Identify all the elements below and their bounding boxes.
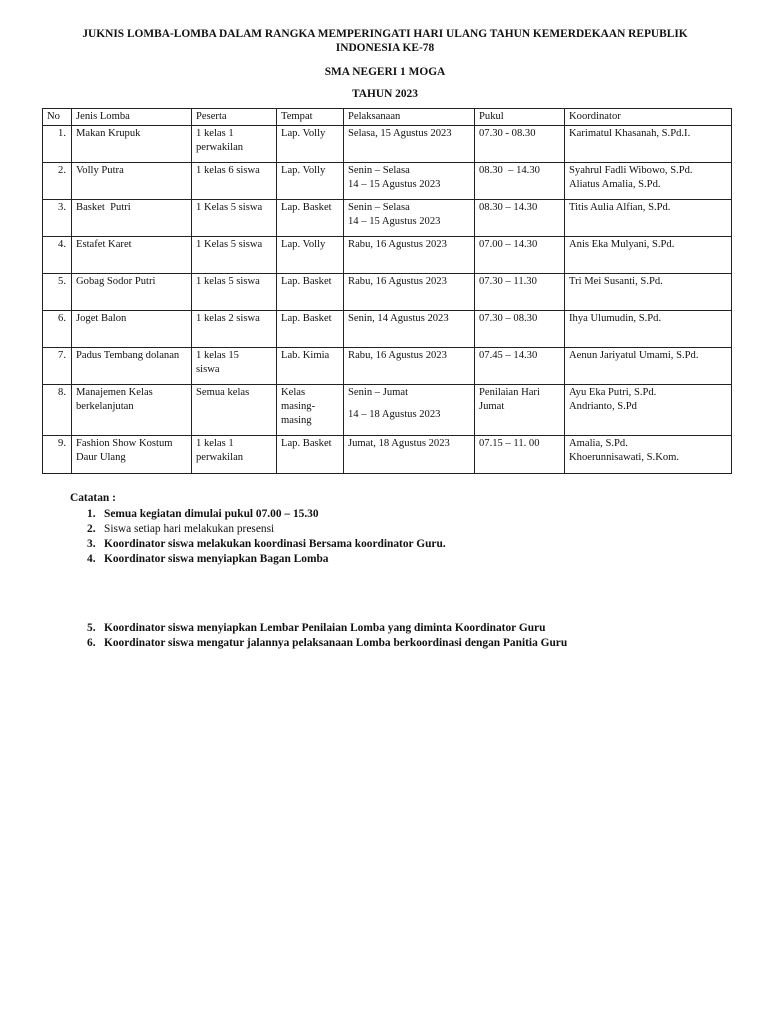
header-pelaksanaan: Pelaksanaan (344, 109, 475, 126)
row-lomba: Volly Putra (72, 163, 192, 200)
row-koordinator: Ayu Eka Putri, S.Pd. Andrianto, S.Pd (565, 385, 732, 436)
row-pukul: 07.15 – 11. 00 (475, 436, 565, 474)
row-peserta: 1 kelas 1 perwakilan (192, 436, 277, 474)
header-peserta: Peserta (192, 109, 277, 126)
row-pukul: Penilaian Hari Jumat (475, 385, 565, 436)
row-koordinator: Anis Eka Mulyani, S.Pd. (565, 237, 732, 274)
row-tempat: Lap. Basket (277, 436, 344, 474)
table-row (43, 436, 732, 474)
notes-label: Catatan : (70, 492, 116, 504)
row-lomba: Estafet Karet (72, 237, 192, 274)
row-pukul: 08.30 – 14.30 (475, 200, 565, 237)
row-peserta: 1 Kelas 5 siswa (192, 237, 277, 274)
row-koordinator: Amalia, S.Pd. Khoerunnisawati, S.Kom. (565, 436, 732, 474)
table-row (43, 163, 732, 200)
row-pelaksanaan: Rabu, 16 Agustus 2023 (344, 274, 475, 311)
table-row (43, 348, 732, 385)
row-koordinator: Tri Mei Susanti, S.Pd. (565, 274, 732, 311)
row-pelaksanaan: Rabu, 16 Agustus 2023 (344, 348, 475, 385)
document-title (40, 27, 730, 55)
row-pukul: 07.45 – 14.30 (475, 348, 565, 385)
school-name: SMA NEGERI 1 MOGA (324, 66, 446, 78)
row-no: 2. (43, 163, 72, 200)
row-pukul: 07.30 – 08.30 (475, 311, 565, 348)
table-row (43, 237, 732, 274)
row-pelaksanaan: Senin – Jumat 14 – 18 Agustus 2023 (344, 385, 475, 436)
row-no: 9. (43, 436, 72, 474)
row-tempat: Lap. Basket (277, 200, 344, 237)
title-line-1: JUKNIS LOMBA-LOMBA DALAM RANGKA MEMPERINGATI HARI ULANG TAHUN KEMERDEKAAN REPUBLIK (82, 28, 688, 40)
row-lomba: Fashion Show Kostum Daur Ulang (72, 436, 192, 474)
row-tempat: Lap. Basket (277, 311, 344, 348)
row-lomba: Basket Putri (72, 200, 192, 237)
row-koordinator: Titis Aulia Alfian, S.Pd. (565, 200, 732, 237)
row-koordinator: Karimatul Khasanah, S.Pd.I. (565, 126, 732, 163)
row-koordinator: Ihya Ulumudin, S.Pd. (565, 311, 732, 348)
row-pelaksanaan: Senin – Selasa 14 – 15 Agustus 2023 (344, 200, 475, 237)
row-pelaksanaan: Rabu, 16 Agustus 2023 (344, 237, 475, 274)
note-item: 1. Semua kegiatan dimulai pukul 07.00 – 15.30 (87, 508, 319, 520)
title-line-2: INDONESIA KE-78 (335, 42, 435, 54)
row-pelaksanaan: Senin – Selasa 14 – 15 Agustus 2023 (344, 163, 475, 200)
row-tempat: Lap. Volly (277, 126, 344, 163)
row-tempat: Kelas masing- masing (277, 385, 344, 436)
row-koordinator: Syahrul Fadli Wibowo, S.Pd. Aliatus Amalia, S.Pd. (565, 163, 732, 200)
table-row (43, 126, 732, 163)
row-peserta: 1 kelas 15 siswa (192, 348, 277, 385)
row-peserta: 1 kelas 1 perwakilan (192, 126, 277, 163)
row-lomba: Padus Tembang dolanan (72, 348, 192, 385)
row-peserta: 1 Kelas 5 siswa (192, 200, 277, 237)
row-peserta: Semua kelas (192, 385, 277, 436)
row-no: 1. (43, 126, 72, 163)
row-tempat: Lap. Basket (277, 274, 344, 311)
table-row (43, 274, 732, 311)
row-pelaksanaan: Jumat, 18 Agustus 2023 (344, 436, 475, 474)
table-row (43, 311, 732, 348)
row-lomba: Makan Krupuk (72, 126, 192, 163)
competition-table (42, 108, 732, 474)
header-tempat: Tempat (277, 109, 344, 126)
row-pelaksanaan: Senin, 14 Agustus 2023 (344, 311, 475, 348)
row-tempat: Lab. Kimia (277, 348, 344, 385)
note-item: 3. Koordinator siswa melakukan koordinasi Bersama koordinator Guru. (87, 538, 446, 550)
table-header-row (43, 109, 732, 126)
header-no: No (43, 109, 72, 126)
note-item: 2. Siswa setiap hari melakukan presensi (87, 523, 275, 535)
row-tempat: Lap. Volly (277, 237, 344, 274)
row-pukul: 07.30 - 08.30 (475, 126, 565, 163)
row-pukul: 08.30 – 14.30 (475, 163, 565, 200)
row-no: 6. (43, 311, 72, 348)
row-koordinator: Aenun Jariyatul Umami, S.Pd. (565, 348, 732, 385)
row-lomba: Gobag Sodor Putri (72, 274, 192, 311)
row-no: 5. (43, 274, 72, 311)
row-lomba: Joget Balon (72, 311, 192, 348)
row-no: 8. (43, 385, 72, 436)
row-tempat: Lap. Volly (277, 163, 344, 200)
row-pukul: 07.00 – 14.30 (475, 237, 565, 274)
row-pelaksanaan: Selasa, 15 Agustus 2023 (344, 126, 475, 163)
note-item: 6. Koordinator siswa mengatur jalannya pelaksanaan Lomba berkoordinasi dengan Panitia Guru (87, 637, 568, 649)
row-peserta: 1 kelas 5 siswa (192, 274, 277, 311)
row-peserta: 1 kelas 6 siswa (192, 163, 277, 200)
note-item: 5. Koordinator siswa menyiapkan Lembar Penilaian Lomba yang diminta Koordinator Guru (87, 622, 546, 634)
row-lomba: Manajemen Kelas berkelanjutan (72, 385, 192, 436)
header-koordinator: Koordinator (565, 109, 732, 126)
row-peserta: 1 kelas 2 siswa (192, 311, 277, 348)
row-no: 3. (43, 200, 72, 237)
table-row (43, 385, 732, 436)
row-pukul: 07.30 – 11.30 (475, 274, 565, 311)
header-jenis-lomba: Jenis Lomba (72, 109, 192, 126)
header-pukul: Pukul (475, 109, 565, 126)
document-year: TAHUN 2023 (352, 88, 418, 100)
row-no: 4. (43, 237, 72, 274)
note-item: 4. Koordinator siswa menyiapkan Bagan Lomba (87, 553, 329, 565)
row-no: 7. (43, 348, 72, 385)
table-row (43, 200, 732, 237)
